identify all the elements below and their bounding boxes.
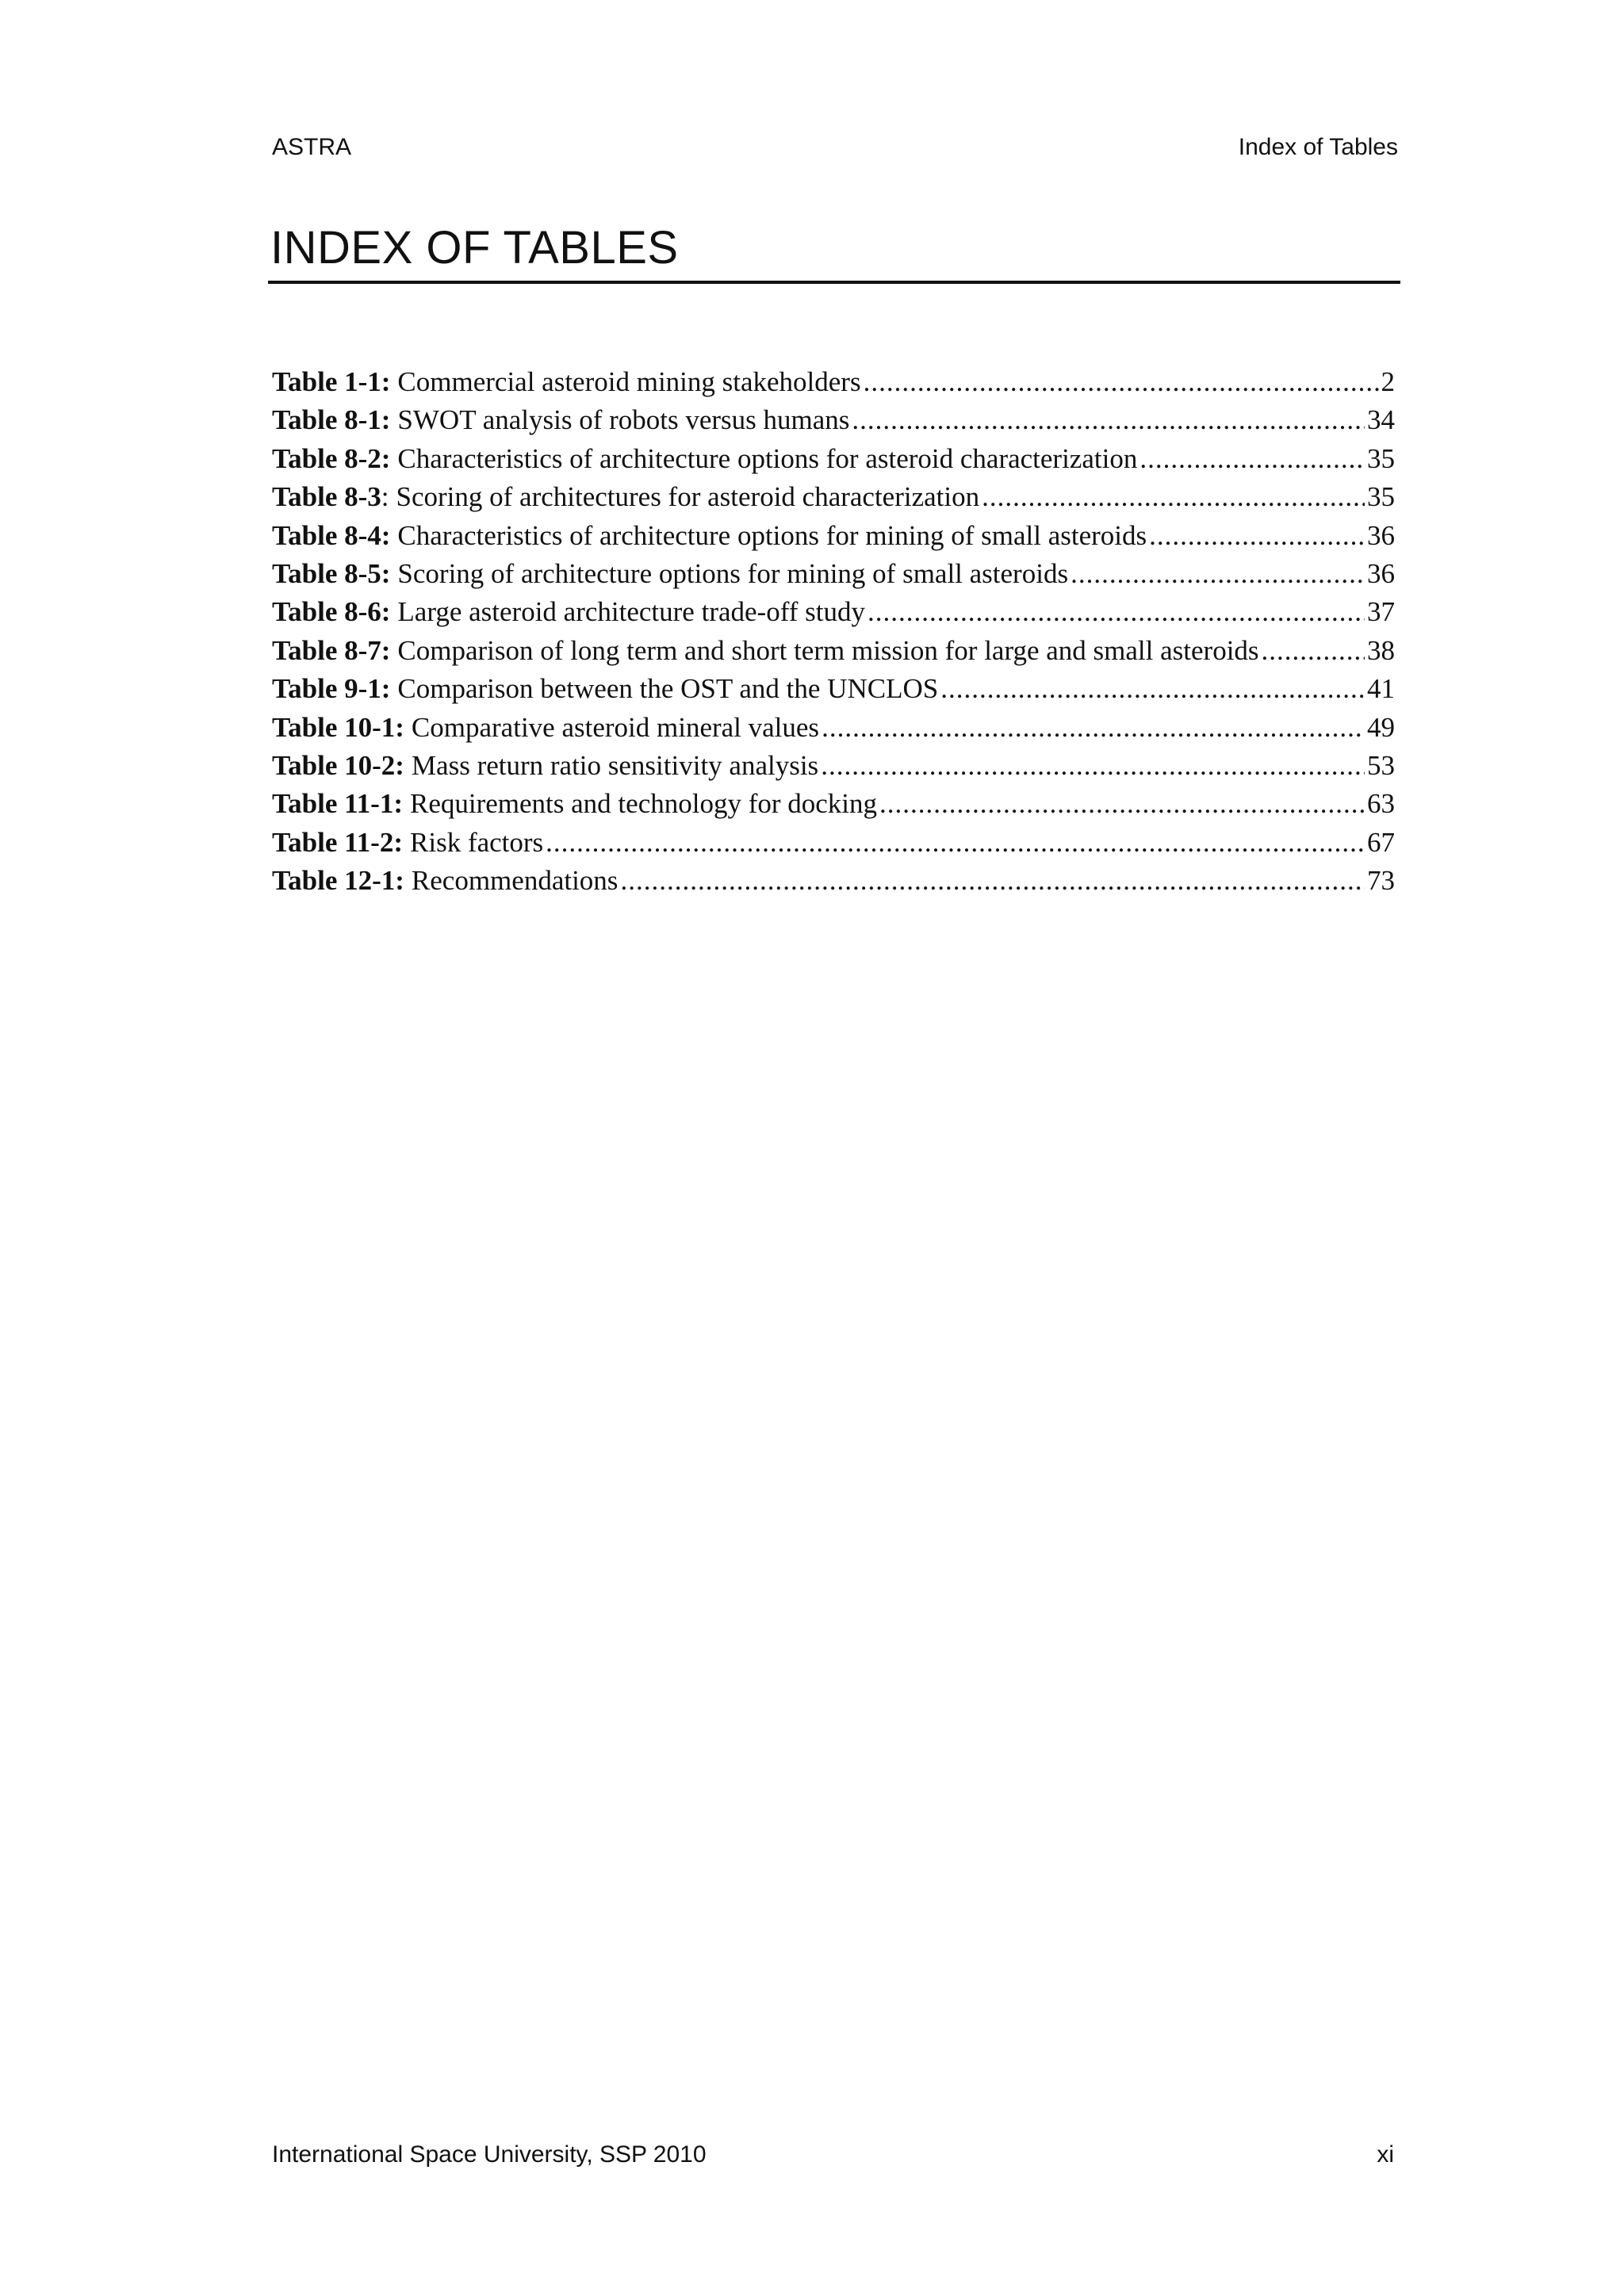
toc-entry-caption: Characteristics of architecture options for mining of small asteroids: [397, 519, 1147, 551]
table-index-list: [272, 363, 1395, 900]
toc-entry-table-11-2[interactable]: [272, 824, 1395, 862]
toc-entry-caption: Scoring of architectures for asteroid characterization: [396, 481, 980, 513]
toc-entry-table-10-2[interactable]: [272, 747, 1395, 785]
dot-leader: [1139, 440, 1365, 478]
header-section-name: Index of Tables: [1238, 134, 1398, 160]
toc-entry-colon: :: [381, 596, 391, 628]
toc-entry-table-11-1[interactable]: [272, 785, 1395, 823]
toc-entry-table-8-4[interactable]: [272, 517, 1395, 555]
dot-leader: [1071, 555, 1365, 593]
toc-entry-page: 36: [1367, 557, 1395, 589]
toc-entry-table-1-1[interactable]: [272, 363, 1395, 401]
toc-entry-table-8-3[interactable]: [272, 478, 1395, 516]
toc-entry-caption: Commercial asteroid mining stakeholders: [397, 366, 861, 397]
toc-entry-label: Table 12-1: [272, 865, 396, 897]
toc-entry-colon: :: [381, 634, 391, 666]
toc-entry-colon: :: [381, 404, 391, 436]
dot-leader: [879, 785, 1365, 823]
toc-entry-label: Table 8-3: [272, 481, 381, 513]
toc-entry-caption: Requirements and technology for docking: [410, 788, 878, 820]
toc-entry-label: Table 8-7: [272, 634, 381, 666]
toc-entry-colon: :: [381, 557, 391, 589]
dot-leader: [868, 593, 1365, 631]
title-underline: [268, 281, 1400, 284]
toc-entry-page: 73: [1367, 865, 1395, 897]
toc-entry-colon: :: [395, 711, 404, 743]
toc-entry-caption: Comparative asteroid mineral values: [411, 711, 820, 743]
dot-leader: [864, 363, 1379, 401]
toc-entry-label: Table 8-2: [272, 442, 381, 474]
toc-entry-colon: :: [381, 519, 391, 551]
dot-leader: [1149, 517, 1365, 555]
page-number: xi: [1377, 2141, 1394, 2168]
toc-entry-caption: SWOT analysis of robots versus humans: [397, 404, 850, 436]
toc-entry-caption: Scoring of architecture options for mining of small asteroids: [397, 557, 1069, 589]
toc-entry-label: Table 10-2: [272, 749, 396, 781]
toc-entry-label: Table 11-1: [272, 788, 394, 820]
toc-entry-page: 35: [1367, 442, 1395, 474]
toc-entry-page: 2: [1381, 366, 1395, 397]
toc-entry-caption: Risk factors: [410, 826, 544, 858]
toc-entry-table-9-1[interactable]: [272, 670, 1395, 708]
toc-entry-label: Table 8-6: [272, 596, 381, 628]
toc-entry-page: 49: [1367, 711, 1395, 743]
toc-entry-table-8-6[interactable]: [272, 593, 1395, 631]
toc-entry-colon: :: [395, 749, 404, 781]
running-header: [272, 133, 1398, 162]
toc-entry-colon: :: [381, 481, 389, 513]
footer-institution: International Space University, SSP 2010: [272, 2141, 707, 2168]
toc-entry-page: 67: [1367, 826, 1395, 858]
toc-entry-caption: Large asteroid architecture trade-off study: [397, 596, 865, 628]
toc-entry-label: Table 8-1: [272, 404, 381, 436]
toc-entry-colon: :: [381, 673, 391, 705]
dot-leader: [546, 824, 1365, 862]
toc-entry-caption: Comparison between the OST and the UNCLOS: [397, 673, 939, 705]
dot-leader: [982, 478, 1365, 516]
toc-entry-colon: :: [393, 788, 403, 820]
toc-entry-label: Table 8-5: [272, 557, 381, 589]
toc-entry-label: Table 10-1: [272, 711, 396, 743]
toc-entry-caption: Recommendations: [411, 865, 619, 897]
dot-leader: [1262, 632, 1365, 670]
toc-entry-colon: :: [395, 865, 404, 897]
dot-leader: [852, 401, 1365, 439]
toc-entry-page: 37: [1367, 596, 1395, 628]
toc-entry-label: Table 9-1: [272, 673, 381, 705]
header-document-name: ASTRA: [272, 134, 352, 160]
toc-entry-caption: Comparison of long term and short term mission for large and small asteroids: [397, 634, 1259, 666]
toc-entry-page: 53: [1367, 749, 1395, 781]
toc-entry-table-8-1[interactable]: [272, 401, 1395, 439]
toc-entry-page: 34: [1367, 404, 1395, 436]
toc-entry-table-12-1[interactable]: [272, 862, 1395, 900]
running-footer: [272, 2141, 1394, 2169]
toc-entry-label: Table 8-4: [272, 519, 381, 551]
toc-entry-table-8-2[interactable]: [272, 440, 1395, 478]
toc-entry-colon: :: [393, 826, 403, 858]
toc-entry-label: Table 1-1: [272, 366, 381, 397]
page-title: INDEX OF TABLES: [270, 222, 679, 274]
toc-entry-caption: Mass return ratio sensitivity analysis: [411, 749, 819, 781]
toc-entry-table-8-5[interactable]: [272, 555, 1395, 593]
toc-entry-table-10-1[interactable]: [272, 709, 1395, 747]
toc-entry-colon: :: [381, 442, 391, 474]
toc-entry-page: 38: [1367, 634, 1395, 666]
toc-entry-page: 41: [1367, 673, 1395, 705]
toc-entry-caption: Characteristics of architecture options for asteroid characterization: [397, 442, 1138, 474]
toc-entry-label: Table 11-2: [272, 826, 394, 858]
dot-leader: [620, 862, 1365, 900]
dot-leader: [822, 709, 1365, 747]
dot-leader: [940, 670, 1365, 708]
toc-entry-table-8-7[interactable]: [272, 632, 1395, 670]
toc-entry-colon: :: [381, 366, 391, 397]
dot-leader: [821, 747, 1365, 785]
toc-entry-page: 35: [1367, 481, 1395, 513]
toc-entry-page: 63: [1367, 788, 1395, 820]
toc-entry-page: 36: [1367, 519, 1395, 551]
